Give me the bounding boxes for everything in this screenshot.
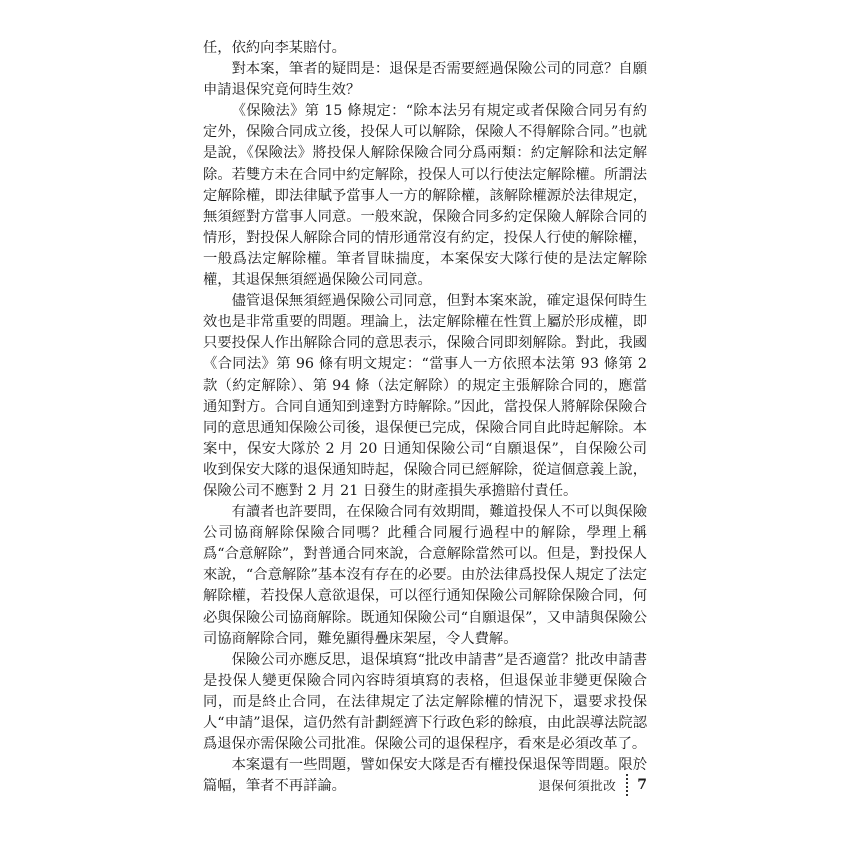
paragraph-effective-time: 儘管退保無須經過保險公司同意，但對本案來說，確定退保何時生效也是非常重要的問題。理論上，法定解除權在性質上屬於形成權，即只要投保人作出解除合同的意思表示，保險合同即刻解除。對此，我國《合同法》第 96 條有明文規定：“當事人一方依照本法第 93 條第 2 款（約定解除）、第 94 條（法定解除）的規定主張解除合同的，應當通知對方。合同自通知到達對方時解除。”因此，當投保人將解除保險合同的意思通知保險公司後，退保便已完成，保險合同自此時起解除。本案中，保安大隊於 2 月 20 日通知保險公司“自願退保”，自保險公司收到保安大隊的退保通知時起，保險合同已經解除，從這個意義上說，保險公司不應對 2 月 21 日發生的財產損失承擔賠付責任。	[203, 293, 647, 499]
paragraph-question: 對本案，筆者的疑問是：退保是否需要經過保險公司的同意？自願申請退保究竟何時生效？	[203, 61, 647, 99]
paragraph-closing: 本案還有一些問題，譬如保安大隊是否有權投保退保等問題。限於篇幅，筆者不再詳論。	[203, 757, 647, 795]
paragraph-mutual-rescission: 有讀者也許要問，在保險合同有效期間，難道投保人不可以與保險公司協商解除保險合同嗎？此種合同履行過程中的解除，學理上稱爲“合意解除”，對普通合同來說，合意解除當然可以。但是，對投保人來說，“合意解除”基本沒有存在的必要。由於法律爲投保人規定了法定解除權，若投保人意欲退保，可以徑行通知保險公司解除保險合同，何必與保險公司協商解除。既通知保險公司“自願退保”，又申請與保險公司協商解除合同，難免顯得疊床架屋，令人費解。	[203, 504, 647, 647]
footer-divider	[626, 774, 628, 796]
page-number: 7	[637, 777, 647, 793]
body-text	[203, 38, 647, 797]
paragraph-insurance-law: 《保險法》第 15 條規定：“除本法另有規定或者保險合同另有約定外，保險合同成立後，投保人可以解除，保險人不得解除合同。”也就是說，《保險法》將投保人解除保險合同分爲兩類：約定解除和法定解除。若雙方未在合同中約定解除，投保人可以行使法定解除權。所謂法定解除權，即法律賦予當事人一方的解除權，該解除權源於法律規定，無須經對方當事人同意。一般來說，保險合同多約定保險人解除合同的情形，對投保人解除合同的情形通常沒有約定，投保人行使的解除權，一般爲法定解除權。筆者冒昧揣度，本案保安大隊行使的是法定解除權，其退保無須經過保險公司同意。	[203, 103, 647, 289]
paragraph-continuation: 任，依約向李某賠付。	[203, 40, 346, 56]
paragraph-amendment-form: 保險公司亦應反思，退保填寫“批改申請書”是否適當？批改申請書是投保人變更保險合同內容時須填寫的表格，但退保並非變更保險合同，而是終止合同，在法律規定了法定解除權的情況下，還要求投保人“申請”退保，這仍然有計劃經濟下行政色彩的餘痕，由此誤導法院認爲退保亦需保險公司批准。保險公司的退保程序，看來是必須改革了。	[203, 651, 647, 753]
page-footer	[538, 773, 647, 797]
running-title: 退保何須批改	[538, 778, 617, 793]
